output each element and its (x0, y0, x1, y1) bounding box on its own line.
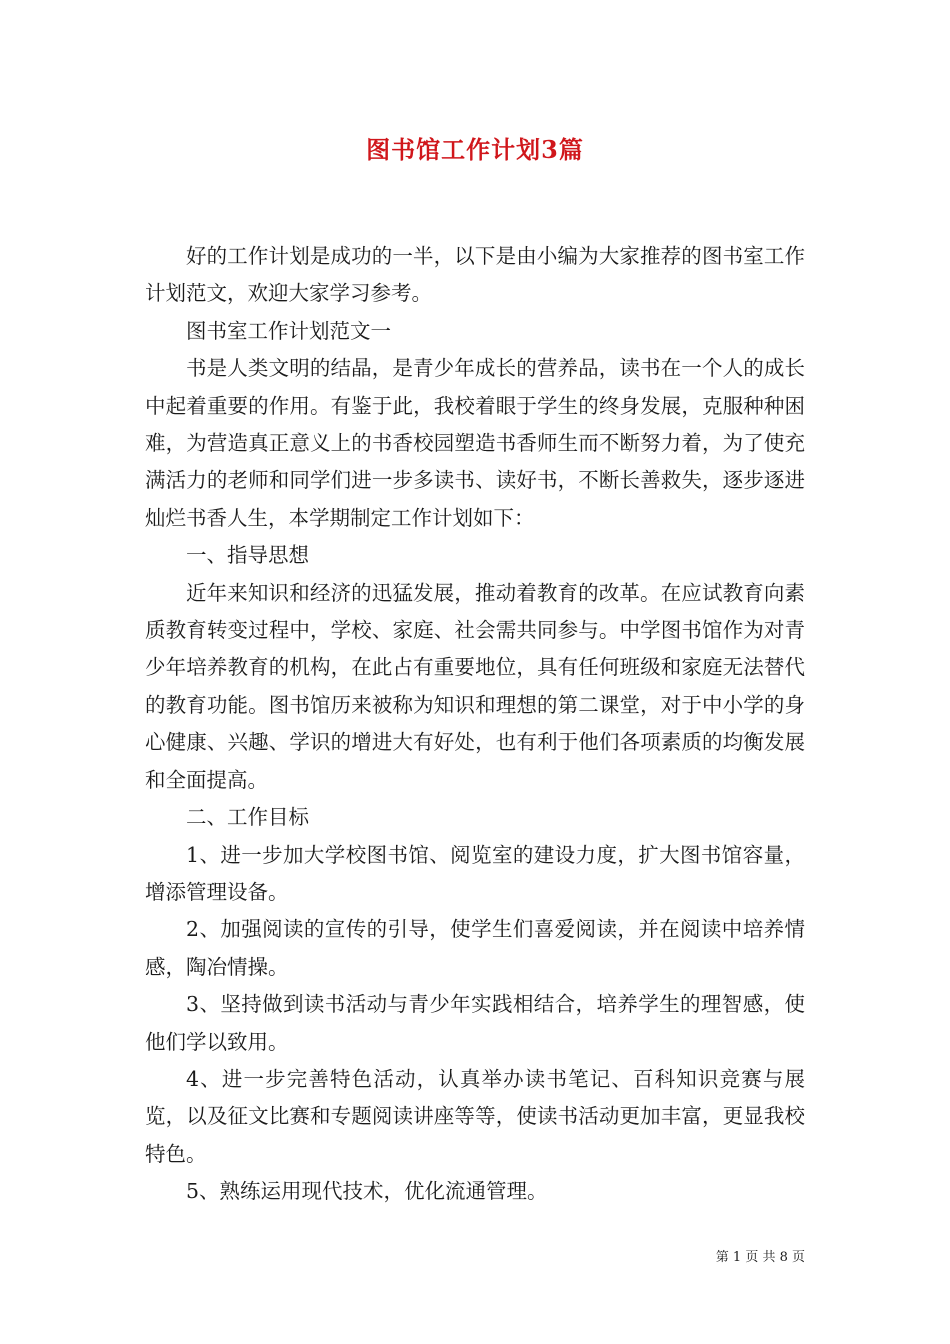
section-heading-sample-one: 图书室工作计划范文一 (186, 318, 391, 343)
document-body (145, 238, 805, 1211)
goal-item: 5、熟练运用现代技术，优化流通管理。 (186, 1179, 548, 1204)
goal-item: 4、进一步完善特色活动，认真举办读书笔记、百科知识竞赛与展览，以及征文比赛和专题阅读讲座等等，使读书活动更加丰富，更显我校特色。 (145, 1066, 805, 1166)
document-title: 图书馆工作计划3篇 (366, 135, 584, 164)
page-number-footer: 第 1 页 共 8 页 (715, 1250, 805, 1265)
goal-item: 1、进一步加大学校图书馆、阅览室的建设力度，扩大图书馆容量，增添管理设备。 (145, 842, 805, 904)
body-paragraph: 近年来知识和经济的迅猛发展，推动着教育的改革。在应试教育向素质教育转变过程中，学校、家庭、社会需共同参与。中学图书馆作为对青少年培养教育的机构，在此占有重要地位，具有任何班级和家庭无法替代的教育功能。图书馆历来被称为知识和理想的第二课堂，对于中小学的身心健康、兴趣、学识的增进大有好处，也有利于他们各项素质的均衡发展和全面提高。 (145, 580, 805, 792)
section-heading-guiding-ideology: 一、指导思想 (186, 543, 309, 568)
body-paragraph: 书是人类文明的结晶，是青少年成长的营养品，读书在一个人的成长中起着重要的作用。有鉴于此，我校着眼于学生的终身发展，克服种种困难，为营造真正意义上的书香校园塑造书香师生而不断努力着，为了使充满活力的老师和同学们进一步多读书、读好书，不断长善救失，逐步逐进灿烂书香人生，本学期制定工作计划如下： (145, 356, 805, 530)
goal-item: 2、加强阅读的宣传的引导，使学生们喜爱阅读，并在阅读中培养情感，陶冶情操。 (145, 917, 805, 979)
intro-paragraph: 好的工作计划是成功的一半，以下是由小编为大家推荐的图书室工作计划范文，欢迎大家学习参考。 (145, 244, 805, 306)
goal-item: 3、坚持做到读书活动与青少年实践相结合，培养学生的理智感，使他们学以致用。 (145, 992, 805, 1054)
section-heading-work-goals: 二、工作目标 (186, 805, 309, 830)
